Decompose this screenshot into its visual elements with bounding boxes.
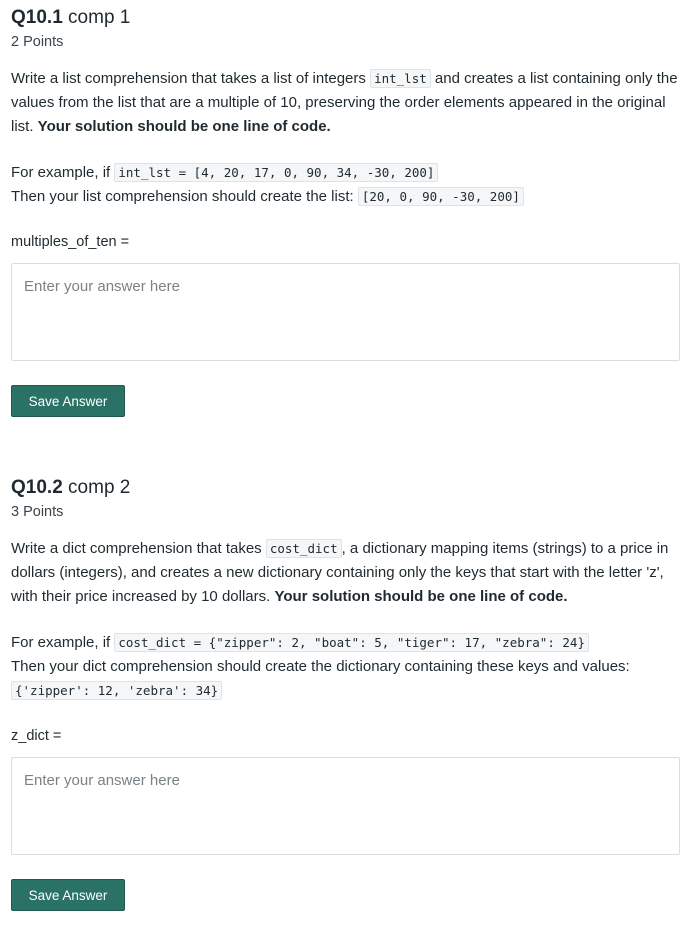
question-name: comp 2 [68,477,131,498]
answer-input[interactable] [11,263,680,361]
question-prompt [11,67,680,139]
example-result-prefix: Then your list comprehension should create the list: [11,188,358,205]
prompt-text-continued: and creates a list containing only the values from the list that are a multiple of 10, preserving the order elements appeared in the original list. [11,70,678,135]
variable-label: multiples_of_ten = [11,234,130,250]
example-block [11,161,680,209]
prompt-text-continued: , a dictionary mapping items (strings) to a price in dollars (integers), and creates a new dictionary containing only the keys that start with the letter 'z', with their price increased by 10 dollars. [11,540,669,605]
question-number: Q10.1 [11,7,63,28]
save-answer-button[interactable]: Save Answer [11,385,125,417]
example-block [11,631,680,703]
question-points: 3 Points [11,504,64,520]
answer-input[interactable] [11,757,680,855]
example-input-code: int_lst = [4, 20, 17, 0, 90, 34, -30, 200] [114,163,438,182]
question-title [11,6,680,30]
prompt-text: Write a dict comprehension that takes [11,540,266,557]
question-points: 2 Points [11,34,64,50]
question-10-2 [11,476,680,911]
save-answer-button[interactable]: Save Answer [11,879,125,911]
prompt-code: cost_dict [266,539,342,558]
prompt-text: Write a list comprehension that takes a list of integers [11,70,371,87]
example-output-code: [20, 0, 90, -30, 200] [358,187,524,206]
prompt-code: int_lst [370,69,431,88]
question-title [11,476,680,500]
question-prompt [11,537,680,609]
question-name: comp 1 [68,7,131,28]
variable-label: z_dict = [11,728,62,744]
example-output-code: {'zipper': 12, 'zebra': 34} [11,681,222,700]
question-number: Q10.2 [11,477,63,498]
example-input-code: cost_dict = {"zipper": 2, "boat": 5, "tiger": 17, "zebra": 24} [114,633,589,652]
prompt-requirement: Your solution should be one line of code. [37,118,331,135]
prompt-requirement: Your solution should be one line of code. [274,588,568,605]
example-prefix: For example, if [11,164,115,181]
example-prefix: For example, if [11,634,115,651]
example-result-prefix: Then your dict comprehension should create the dictionary containing these keys and values: [11,658,630,675]
question-10-1 [11,6,680,417]
